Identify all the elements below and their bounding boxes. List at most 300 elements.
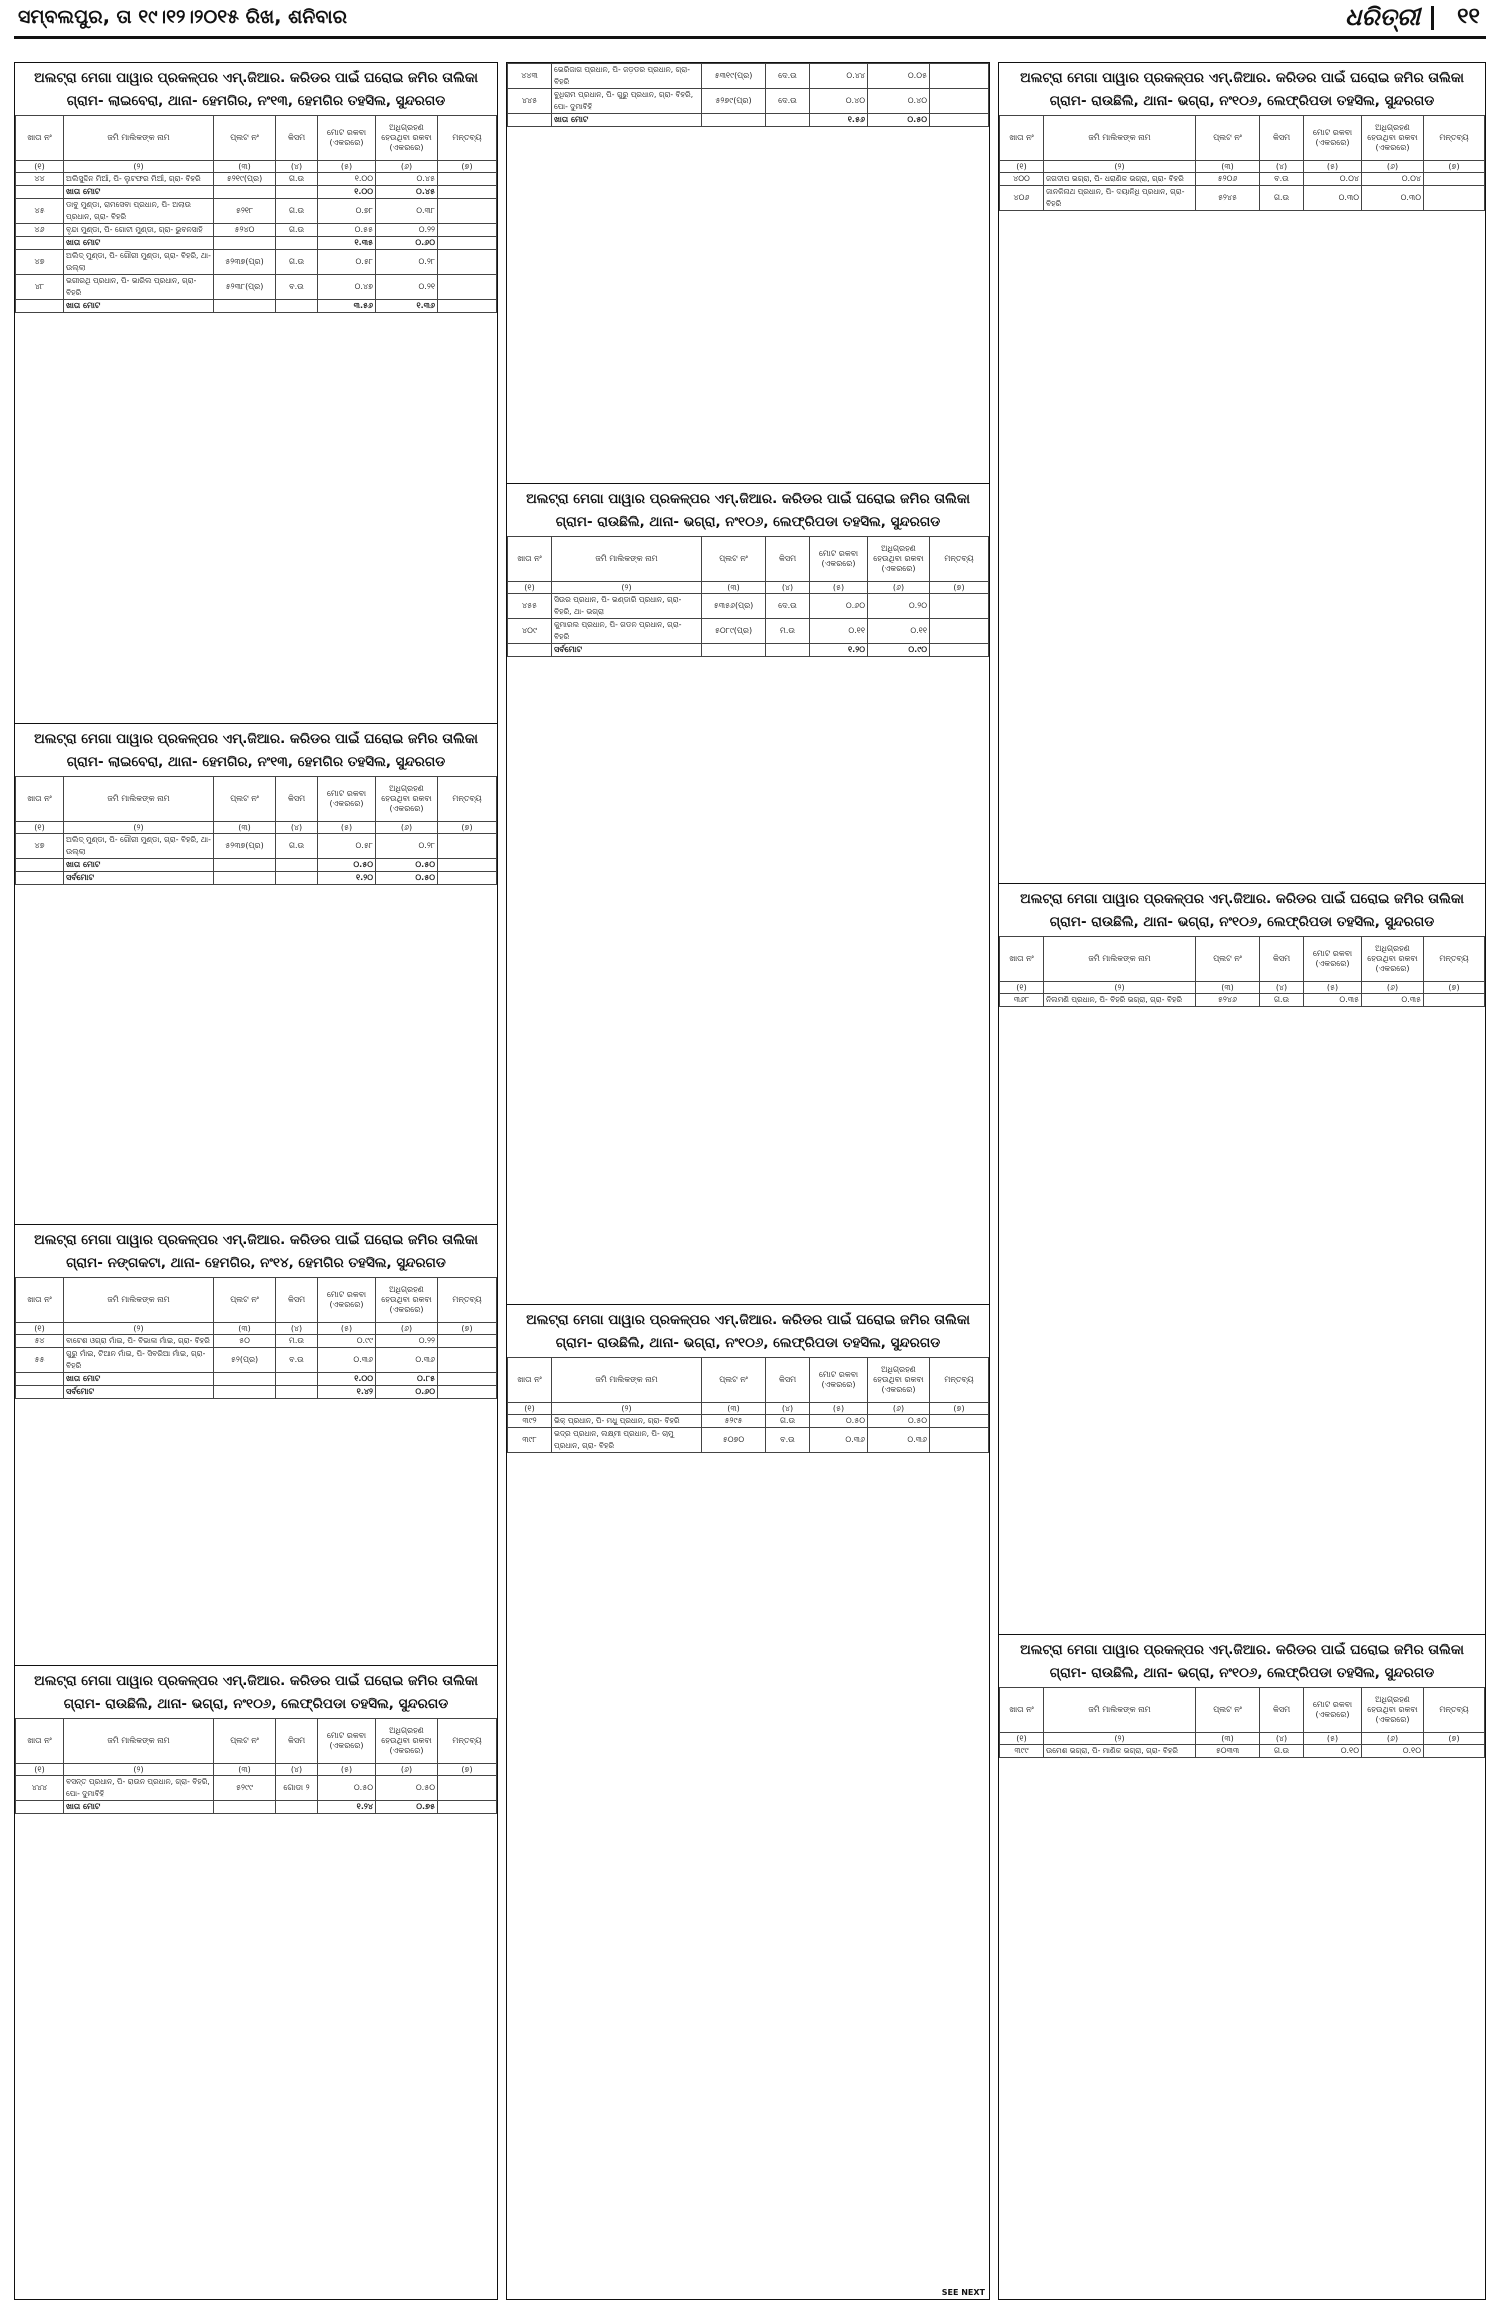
header-kisam: କିସମ — [1260, 1688, 1304, 1733]
col-num: (୭) — [1424, 1733, 1485, 1745]
land-table — [15, 1277, 497, 1399]
acquired-cell: ୦.୩୬ — [376, 1348, 438, 1373]
total-cell: ୦.୦୪ — [1304, 173, 1362, 186]
owner-cell: ଭିକ୍ ପ୍ରଧାନ, ପି- ମଧୁ ପ୍ରଧାନ, ଗ୍ରା- ବିହରି — [552, 1415, 702, 1428]
header-total-area: ମୋଟ ରକବା (ଏକରରେ) — [810, 1358, 868, 1403]
khata-total-label: ଖାତା ମୋଟ — [552, 114, 702, 127]
section-nangakata — [15, 1225, 497, 1666]
column-right — [998, 62, 1486, 2300]
khata-cell: ୪୭ — [16, 834, 64, 859]
khata-cell: ୫୪ — [16, 1335, 64, 1348]
grand-total-row — [16, 1386, 497, 1399]
table-row — [508, 1428, 989, 1453]
header-total-area: ମୋଟ ରକବା (ଏକରରେ) — [318, 1719, 376, 1764]
total-value: ୧.୨୦ — [318, 872, 376, 885]
col-num: (୭) — [1424, 982, 1485, 994]
total-value: ୧.୦୦ — [318, 186, 376, 199]
col-num: (୩) — [702, 582, 766, 594]
header-plot: ପ୍ଲଟ ନଂ — [214, 1719, 276, 1764]
khata-total-label: ଖାତା ମୋଟ — [64, 237, 214, 250]
header-plot: ପ୍ଲଟ ନଂ — [702, 1358, 766, 1403]
table-header-row — [1000, 116, 1485, 161]
header-total-area: ମୋଟ ରକବା (ଏକରରେ) — [318, 1278, 376, 1323]
kisam-cell: ଗ.ଉ — [276, 250, 318, 275]
plot-cell: ୫୨୧୮ — [214, 199, 276, 224]
acquired-total-value: ୦.୮୫ — [376, 1373, 438, 1386]
remarks-cell — [930, 1428, 989, 1453]
owner-cell: ଅଲିଦ୍ ମୁଣ୍ଡା, ପି- ଗୌରୀ ମୁଣ୍ଡା, ଗ୍ରା- ବିହରି, ଥା- ଉଲ୍ଲା — [64, 250, 214, 275]
header-kisam: କିସମ — [276, 1719, 318, 1764]
table-row — [508, 64, 989, 89]
see-next-label: SEE NEXT — [941, 2288, 985, 2297]
acquired-total-value: ୦.୫୦ — [868, 114, 930, 127]
remarks-cell — [438, 275, 497, 300]
acquired-cell: ୦.୨୦ — [868, 594, 930, 619]
section-rauthachhili-mid-1 — [507, 484, 989, 1305]
page-number: ୧୧ — [1457, 4, 1480, 29]
table-row — [1000, 186, 1485, 211]
blank-cell — [508, 644, 552, 657]
column-number-row — [1000, 982, 1485, 994]
table-row — [16, 1348, 497, 1373]
total-cell: ୦.୩୬ — [810, 1428, 868, 1453]
newspaper-brand: ଧରିତ୍ରୀ — [1345, 2, 1420, 31]
kisam-cell: ଗ.ଉ — [276, 173, 318, 186]
blank-cell — [214, 1801, 276, 1814]
total-cell: ୦.୫୦ — [318, 1776, 376, 1801]
header-owner: ଜମି ମାଲିକଙ୍କ ନାମ — [1044, 1688, 1196, 1733]
col-num: (୬) — [376, 822, 438, 834]
plot-cell: ୫୨୭୯(ପ୍ର) — [702, 89, 766, 114]
header-kisam: କିସମ — [276, 1278, 318, 1323]
col-num: (୫) — [318, 822, 376, 834]
table-row — [16, 224, 497, 237]
plot-cell: ୫୨୩୮(ପ୍ର) — [214, 275, 276, 300]
section-title: ଅଲଟ୍ରା ମେଗା ପାୱାର ପ୍ରକଳ୍ପର ଏମ୍.ଜିଆର. କରିଡର ପାଇଁ ଘରୋଇ ଜମିର ତାଲିକା ଗ୍ରାମ- ରାଉଛିଲି, ଥାନା- ଭଗ୍ରା, ନଂ୧୦୬, ଲେଫ୍ରିପଡା ତହସିଲ, ସୁନ୍ଦରଗଡ — [34, 1673, 478, 1712]
khata-cell: ୫୫ — [16, 1348, 64, 1373]
header-remarks: ମନ୍ତବ୍ୟ — [438, 777, 497, 822]
kisam-cell: ଗ.ଉ — [1260, 186, 1304, 211]
plot-cell: ୫୨୦୬ — [1196, 173, 1260, 186]
total-cell: ୦.୩୦ — [1304, 186, 1362, 211]
section-rauthachhili-left — [15, 1666, 497, 2296]
plot-cell: ୫୨(ପ୍ର) — [214, 1348, 276, 1373]
remarks-cell — [438, 173, 497, 186]
blank-cell — [438, 859, 497, 872]
header-kisam: କିସମ — [766, 537, 810, 582]
total-cell: ୦.୪୦ — [810, 89, 868, 114]
owner-cell: ବାଟେଶ ଓଗ୍ରା ମାଁଇ, ପି- ବିଭାଳା ମାଁଇ, ଗ୍ରା- ବିହରି — [64, 1335, 214, 1348]
blank-cell — [16, 1386, 64, 1399]
table-row — [16, 275, 497, 300]
total-value: ୧.୨୦ — [810, 644, 868, 657]
section-title: ଅଲଟ୍ରା ମେଗା ପାୱାର ପ୍ରକଳ୍ପର ଏମ୍.ଜିଆର. କରିଡର ପାଇଁ ଘରୋଇ ଜମିର ତାଲିକା ଗ୍ରାମ- ରାଉଛିଲି, ଥାନା- ଭଗ୍ରା, ନଂ୧୦୬, ଲେଫ୍ରିପଡା ତହସିଲ, ସୁନ୍ଦରଗଡ — [526, 491, 970, 530]
grand-total-label: ସର୍ବମୋଟ — [552, 644, 702, 657]
kisam-cell: ମ.ଉ — [276, 1335, 318, 1348]
page-separator — [1431, 6, 1434, 30]
blank-cell — [16, 1373, 64, 1386]
kisam-cell: ଗ.ଉ — [766, 1415, 810, 1428]
total-cell: ୦.୪୭ — [318, 275, 376, 300]
blank-cell — [16, 237, 64, 250]
table-row — [16, 199, 497, 224]
header-khata: ଖାତା ନଂ — [508, 537, 552, 582]
header-acquired-area: ଅଧିଗ୍ରହଣ ହେଉଥିବା ରକବା (ଏକରରେ) — [868, 1358, 930, 1403]
remarks-cell — [1424, 994, 1485, 1007]
owner-cell: ଭଦ୍ର ପ୍ରଧାନ, ଲକ୍ଷ୍ମୀ ପ୍ରଧାନ, ପି- ଚାମୁ ପ୍ରଧାନ, ଗ୍ରା- ବିହରି — [552, 1428, 702, 1453]
header-remarks: ମନ୍ତବ୍ୟ — [438, 1278, 497, 1323]
table-header-row — [1000, 937, 1485, 982]
land-table — [15, 1718, 497, 1814]
blank-cell — [702, 114, 766, 127]
header-owner: ଜମି ମାଲିକଙ୍କ ନାମ — [64, 1278, 214, 1323]
col-num: (୪) — [276, 1323, 318, 1335]
kisam-cell: ମ.ଉ — [766, 619, 810, 644]
header-owner: ଜମି ମାଲିକଙ୍କ ନାମ — [64, 777, 214, 822]
header-plot: ପ୍ଲଟ ନଂ — [1196, 116, 1260, 161]
kisam-cell: ଗୋଡା ୨ — [276, 1776, 318, 1801]
blank-cell — [276, 186, 318, 199]
khata-total-label: ଖାତା ମୋଟ — [64, 1373, 214, 1386]
owner-cell: କୁମାରଲ ପ୍ରଧାନ, ପି- ଗଡନ ପ୍ରଧାନ, ଗ୍ରା- ବିହରି — [552, 619, 702, 644]
acquired-cell: ୦.୦୪ — [1362, 173, 1424, 186]
land-table — [15, 776, 497, 885]
blank-cell — [276, 1373, 318, 1386]
khata-total-label: ଖାତା ମୋଟ — [64, 1801, 214, 1814]
khata-cell: ୩୬୮ — [1000, 994, 1044, 1007]
col-num: (୨) — [552, 582, 702, 594]
header-khata: ଖାତା ନଂ — [1000, 1688, 1044, 1733]
section-lanjiberna-2 — [15, 724, 497, 1225]
blank-cell — [16, 300, 64, 313]
acquired-cell: ୦.୨୮ — [376, 250, 438, 275]
owner-cell: ବୃନ୍ଦା ମୁଣ୍ଡା, ପି- ଗୋଟୀ ମୁଣ୍ଡା, ଗ୍ରା- ଭୁବନସାହି — [64, 224, 214, 237]
column-number-row — [508, 582, 989, 594]
table-row — [508, 1415, 989, 1428]
section-title: ଅଲଟ୍ରା ମେଗା ପାୱାର ପ୍ରକଳ୍ପର ଏମ୍.ଜିଆର. କରିଡର ପାଇଁ ଘରୋଇ ଜମିର ତାଲିକା ଗ୍ରାମ- ରାଉଛିଲି, ଥାନା- ଭଗ୍ରା, ନଂ୧୦୬, ଲେଫ୍ରିପଡା ତହସିଲ, ସୁନ୍ଦରଗଡ — [1020, 1642, 1464, 1681]
kisam-cell: ଦେ.ଉ — [766, 594, 810, 619]
col-num: (୪) — [276, 1764, 318, 1776]
khata-cell: ୪୦୬ — [1000, 186, 1044, 211]
kisam-cell: ବ.ଉ — [276, 1348, 318, 1373]
col-num: (୪) — [766, 582, 810, 594]
header-owner: ଜମି ମାଲିକଙ୍କ ନାମ — [64, 1719, 214, 1764]
table-row — [1000, 994, 1485, 1007]
total-cell: ୦.୩୬ — [318, 1348, 376, 1373]
acquired-cell: ୦.୫୦ — [868, 1415, 930, 1428]
blank-cell — [214, 1386, 276, 1399]
blank-cell — [438, 1801, 497, 1814]
khata-total-row — [16, 186, 497, 199]
blank-cell — [276, 300, 318, 313]
blank-cell — [214, 859, 276, 872]
kisam-cell: ଗ.ଉ — [276, 224, 318, 237]
kisam-cell: ଗ.ଉ — [276, 199, 318, 224]
remarks-cell — [930, 64, 989, 89]
kisam-cell: ଦେ.ଉ — [766, 64, 810, 89]
col-num: (୧) — [1000, 161, 1044, 173]
total-cell: ୦.୪୪ — [810, 64, 868, 89]
total-cell: ୦.୫୮ — [318, 834, 376, 859]
col-num: (୧) — [1000, 1733, 1044, 1745]
blank-cell — [438, 1373, 497, 1386]
acquired-cell: ୦.୨୧ — [376, 275, 438, 300]
owner-cell: ଭେରିଜାଗ ପ୍ରଧାନ, ପି- ଜଡ଼ଡର ପ୍ରଧାନ, ଗ୍ରା- ବିହରି — [552, 64, 702, 89]
total-cell: ୦.୯୯ — [318, 1335, 376, 1348]
land-table — [15, 115, 497, 313]
header-kisam: କିସମ — [1260, 937, 1304, 982]
col-num: (୬) — [1362, 982, 1424, 994]
plot-cell: ୫୨୩୭(ପ୍ର) — [214, 834, 276, 859]
remarks-cell — [438, 1348, 497, 1373]
acquired-total-value: ୦.୬୦ — [376, 1386, 438, 1399]
column-number-row — [1000, 1733, 1485, 1745]
acquired-cell: ୦.୩୮ — [376, 199, 438, 224]
remarks-cell — [930, 594, 989, 619]
blank-cell — [214, 872, 276, 885]
khata-cell: ୪୪୫ — [508, 89, 552, 114]
header-khata: ଖାତା ନଂ — [508, 1358, 552, 1403]
col-num: (୭) — [930, 1403, 989, 1415]
blank-cell — [276, 1801, 318, 1814]
acquired-cell: ୦.୧୦ — [1362, 1745, 1424, 1758]
col-num: (୭) — [438, 822, 497, 834]
col-num: (୪) — [276, 161, 318, 173]
table-row — [16, 1776, 497, 1801]
khata-cell: ୪୫୫ — [508, 594, 552, 619]
col-num: (୩) — [1196, 1733, 1260, 1745]
land-table — [999, 936, 1485, 1007]
header-acquired-area: ଅଧିଗ୍ରହଣ ହେଉଥିବା ରକବା (ଏକରରେ) — [376, 1278, 438, 1323]
section-title: ଅଲଟ୍ରା ମେଗା ପାୱାର ପ୍ରକଳ୍ପର ଏମ୍.ଜିଆର. କରିଡର ପାଇଁ ଘରୋଇ ଜମିର ତାଲିକା ଗ୍ରାମ- ରାଉଛିଲି, ଥାନା- ଭଗ୍ରା, ନଂ୧୦୬, ଲେଫ୍ରିପଡା ତହସିଲ, ସୁନ୍ଦରଗଡ — [526, 1312, 970, 1351]
header-total-area: ମୋଟ ରକବା (ଏକରରେ) — [1304, 1688, 1362, 1733]
table-row — [16, 173, 497, 186]
section-title: ଅଲଟ୍ରା ମେଗା ପାୱାର ପ୍ରକଳ୍ପର ଏମ୍.ଜିଆର. କରିଡର ପାଇଁ ଘରୋଇ ଜମିର ତାଲିକା ଗ୍ରାମ- ନଙ୍ଗକଟା, ଥାନା- ହେମଗିର, ନଂ୧୪, ହେମଗିର ତହସିଲ, ସୁନ୍ଦରଗଡ — [34, 1232, 478, 1271]
remarks-cell — [930, 619, 989, 644]
header-khata: ଖାତା ନଂ — [16, 1278, 64, 1323]
acquired-total-value: ୧.୩୬ — [376, 300, 438, 313]
col-num: (୧) — [508, 1403, 552, 1415]
header-total-area: ମୋଟ ରକବା (ଏକରରେ) — [1304, 116, 1362, 161]
col-num: (୫) — [318, 161, 376, 173]
plot-cell: ୫୩୧୯(ପ୍ର) — [702, 64, 766, 89]
column-middle — [506, 62, 990, 2300]
remarks-cell — [438, 199, 497, 224]
remarks-cell — [438, 250, 497, 275]
col-num: (୨) — [64, 1764, 214, 1776]
header-remarks: ମନ୍ତବ୍ୟ — [1424, 1688, 1485, 1733]
header-khata: ଖାତା ନଂ — [16, 777, 64, 822]
column-number-row — [508, 1403, 989, 1415]
owner-cell: ସିଉର ପ୍ରଧାନ, ପି- ଭଣ୍ଡାରି ପ୍ରଧାନ, ଗ୍ରା- ବିହରି, ଥା- ଭଗ୍ରା — [552, 594, 702, 619]
total-cell: ୦.୧୧ — [810, 619, 868, 644]
header-kisam: କିସମ — [766, 1358, 810, 1403]
remarks-cell — [438, 834, 497, 859]
col-num: (୪) — [276, 822, 318, 834]
kisam-cell: ଦେ.ଉ — [766, 89, 810, 114]
col-num: (୧) — [16, 1323, 64, 1335]
owner-cell: ଅଲିସୁଦ୍ଦିନ ମିଆଁ, ପି- ଲୁଟଫର ମିଆଁ, ଗ୍ରା- ବିହରି — [64, 173, 214, 186]
header-owner: ଜମି ମାଲିକଙ୍କ ନାମ — [552, 1358, 702, 1403]
acquired-total-value: ୦.୬୦ — [376, 237, 438, 250]
blank-cell — [214, 1373, 276, 1386]
col-num: (୬) — [1362, 1733, 1424, 1745]
blank-cell — [930, 644, 989, 657]
header-khata: ଖାତା ନଂ — [16, 116, 64, 161]
section-rauthachhili-mid-2 — [507, 1305, 989, 2295]
blank-cell — [438, 872, 497, 885]
col-num: (୩) — [214, 1764, 276, 1776]
grand-total-row — [508, 644, 989, 657]
plot-cell: ୫୨୪୫ — [1196, 186, 1260, 211]
col-num: (୨) — [64, 822, 214, 834]
blank-cell — [930, 114, 989, 127]
col-num: (୭) — [930, 582, 989, 594]
header-remarks: ମନ୍ତବ୍ୟ — [930, 1358, 989, 1403]
blank-cell — [438, 237, 497, 250]
blank-cell — [766, 114, 810, 127]
land-table — [999, 115, 1485, 211]
table-header-row — [16, 116, 497, 161]
total-cell: ୦.୫୦ — [810, 1415, 868, 1428]
header-total-area: ମୋଟ ରକବା (ଏକରରେ) — [318, 116, 376, 161]
col-num: (୨) — [64, 1323, 214, 1335]
col-num: (୬) — [868, 582, 930, 594]
grand-total-label: ସର୍ବମୋଟ — [64, 1386, 214, 1399]
blank-cell — [438, 300, 497, 313]
col-num: (୧) — [16, 822, 64, 834]
header-khata: ଖାତା ନଂ — [1000, 937, 1044, 982]
section-title: ଅଲଟ୍ରା ମେଗା ପାୱାର ପ୍ରକଳ୍ପର ଏମ୍.ଜିଆର. କରିଡର ପାଇଁ ଘରୋଇ ଜମିର ତାଲିକା ଗ୍ରାମ- ଲାଇବେରା, ଥାନା- ହେମଗିର, ନଂ୧୩, ହେମଗିର ତହସିଲ, ସୁନ୍ଦରଗଡ — [34, 731, 478, 770]
plot-cell: ୫୨୯୯ — [214, 1776, 276, 1801]
total-cell: ୧.୦୦ — [318, 173, 376, 186]
header-remarks: ମନ୍ତବ୍ୟ — [438, 116, 497, 161]
total-value: ୦.୫୦ — [318, 859, 376, 872]
blank-cell — [276, 237, 318, 250]
col-num: (୭) — [438, 161, 497, 173]
khata-cell: ୪୬ — [16, 224, 64, 237]
plot-cell: ୫୨୪୬ — [1196, 994, 1260, 1007]
blank-cell — [276, 859, 318, 872]
khata-cell: ୪୫ — [16, 199, 64, 224]
header-kisam: କିସମ — [1260, 116, 1304, 161]
col-num: (୧) — [16, 1764, 64, 1776]
col-num: (୬) — [376, 1323, 438, 1335]
khata-total-row — [16, 300, 497, 313]
blank-cell — [16, 186, 64, 199]
blank-cell — [214, 237, 276, 250]
col-num: (୩) — [214, 1323, 276, 1335]
header-acquired-area: ଅଧିଗ୍ରହଣ ହେଉଥିବା ରକବା (ଏକରରେ) — [868, 537, 930, 582]
kisam-cell: ବ.ଉ — [276, 275, 318, 300]
total-cell: ୦.୩୫ — [1304, 994, 1362, 1007]
plot-cell: ୫୦ — [214, 1335, 276, 1348]
acquired-cell: ୦.୫୦ — [376, 1776, 438, 1801]
blank-cell — [276, 1386, 318, 1399]
section-title: ଅଲଟ୍ରା ମେଗା ପାୱାର ପ୍ରକଳ୍ପର ଏମ୍.ଜିଆର. କରିଡର ପାଇଁ ଘରୋଇ ଜମିର ତାଲିକା ଗ୍ରାମ- ରାଉଛିଲି, ଥାନା- ଭଗ୍ରା, ନଂ୧୦୬, ଲେଫ୍ରିପଡା ତହସିଲ, ସୁନ୍ଦରଗଡ — [1020, 70, 1464, 109]
column-number-row — [16, 1323, 497, 1335]
remarks-cell — [438, 224, 497, 237]
header-plot: ପ୍ଲଟ ନଂ — [702, 537, 766, 582]
col-num: (୪) — [1260, 161, 1304, 173]
land-table — [507, 536, 989, 657]
table-row — [16, 1335, 497, 1348]
table-row — [16, 250, 497, 275]
owner-cell: ବସନ୍ତ ପ୍ରଧାନ, ପି- ରାଉନ ପ୍ରଧାନ, ଗ୍ରା- ବିହରି, ପୋ- ଦୁମାବିହି — [64, 1776, 214, 1801]
section-continued — [507, 63, 989, 484]
header-total-area: ମୋଟ ରକବା (ଏକରରେ) — [318, 777, 376, 822]
table-header-row — [508, 1358, 989, 1403]
remarks-cell — [438, 1776, 497, 1801]
khata-cell: ୪୭ — [16, 250, 64, 275]
total-cell: ୦.୫୮ — [318, 250, 376, 275]
col-num: (୫) — [1304, 161, 1362, 173]
plot-cell: ୫୦୮୯(ପ୍ର) — [702, 619, 766, 644]
remarks-cell — [1424, 173, 1485, 186]
col-num: (୭) — [438, 1323, 497, 1335]
col-num: (୬) — [1362, 161, 1424, 173]
col-num: (୨) — [1044, 1733, 1196, 1745]
plot-cell: ୫୩୫୬(ପ୍ର) — [702, 594, 766, 619]
col-num: (୩) — [702, 1403, 766, 1415]
table-header-row — [1000, 1688, 1485, 1733]
header-acquired-area: ଅଧିଗ୍ରହଣ ହେଉଥିବା ରକବା (ଏକରରେ) — [376, 1719, 438, 1764]
total-value: ୧.୩୫ — [318, 237, 376, 250]
col-num: (୩) — [1196, 982, 1260, 994]
col-num: (୧) — [1000, 982, 1044, 994]
owner-cell: ଉମେଶ ଭଗ୍ରା, ପି- ମାଣିକ ଭଗ୍ରା, ଗ୍ରା- ବିହରି — [1044, 1745, 1196, 1758]
khata-total-row — [16, 237, 497, 250]
acquired-cell: ୦.୨୨ — [376, 224, 438, 237]
col-num: (୬) — [376, 161, 438, 173]
header-plot: ପ୍ଲଟ ନଂ — [1196, 1688, 1260, 1733]
col-num: (୩) — [1196, 161, 1260, 173]
khata-cell: ୪୮ — [16, 275, 64, 300]
column-left — [14, 62, 498, 2300]
header-kisam: କିସମ — [276, 777, 318, 822]
khata-total-label: ଖାତା ମୋଟ — [64, 859, 214, 872]
acquired-total-value: ୦.୯୦ — [868, 644, 930, 657]
column-number-row — [16, 822, 497, 834]
table-row — [508, 594, 989, 619]
col-num: (୬) — [868, 1403, 930, 1415]
acquired-cell: ୦.୩୫ — [1362, 994, 1424, 1007]
total-value: ୧.୦୦ — [318, 1373, 376, 1386]
header-remarks: ମନ୍ତବ୍ୟ — [438, 1719, 497, 1764]
col-num: (୫) — [318, 1323, 376, 1335]
khata-total-row — [16, 1373, 497, 1386]
blank-cell — [766, 644, 810, 657]
header-plot: ପ୍ଲଟ ନଂ — [214, 116, 276, 161]
total-value: ୩.୫୬ — [318, 300, 376, 313]
khata-cell: ୪୪ — [16, 173, 64, 186]
remarks-cell — [930, 1415, 989, 1428]
plot-cell: ୫୨୪୦ — [214, 224, 276, 237]
khata-cell: ୩୯୨ — [508, 1415, 552, 1428]
total-cell: ୦.୬୦ — [810, 594, 868, 619]
col-num: (୩) — [214, 161, 276, 173]
blank-cell — [16, 872, 64, 885]
kisam-cell: ବ.ଉ — [766, 1428, 810, 1453]
header-owner: ଜମି ମାଲିକଙ୍କ ନାମ — [1044, 116, 1196, 161]
section-title: ଅଲଟ୍ରା ମେଗା ପାୱାର ପ୍ରକଳ୍ପର ଏମ୍.ଜିଆର. କରିଡର ପାଇଁ ଘରୋଇ ଜମିର ତାଲିକା ଗ୍ରାମ- ରାଉଛିଲି, ଥାନା- ଭଗ୍ରା, ନଂ୧୦୬, ଲେଫ୍ରିପଡା ତହସିଲ, ସୁନ୍ଦରଗଡ — [1020, 891, 1464, 930]
acquired-cell: ୦.୩୬ — [868, 1428, 930, 1453]
col-num: (୫) — [1304, 982, 1362, 994]
header-plot: ପ୍ଲଟ ନଂ — [214, 1278, 276, 1323]
col-num: (୪) — [1260, 982, 1304, 994]
table-row — [508, 619, 989, 644]
blank-cell — [276, 872, 318, 885]
